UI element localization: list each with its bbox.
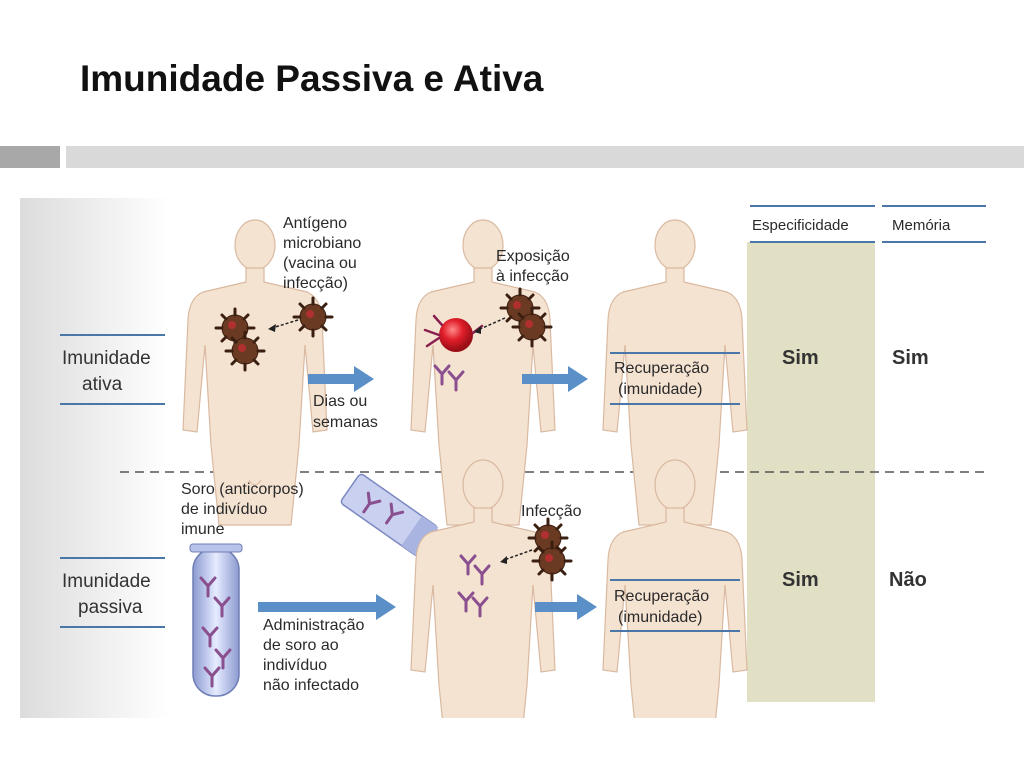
svg-text:de soro ao: de soro ao	[263, 637, 339, 654]
svg-text:Soro (anticorpos): Soro (anticorpos)	[181, 481, 304, 498]
active-specificity-value: Sim	[782, 347, 819, 369]
administration-label	[263, 617, 364, 694]
passive-memory-value: Não	[889, 569, 927, 591]
svg-text:indivíduo: indivíduo	[263, 657, 328, 674]
antigen-label	[283, 215, 361, 292]
svg-text:(vacina ou: (vacina ou	[283, 255, 357, 272]
passive-specificity-value: Sim	[782, 569, 819, 591]
left-label-band	[20, 198, 170, 718]
svg-text:imune: imune	[181, 521, 225, 538]
svg-text:microbiano: microbiano	[283, 235, 362, 252]
microbe-icon	[533, 542, 571, 580]
person-passive-1	[411, 460, 555, 718]
svg-text:Imunidade: Imunidade	[62, 348, 151, 369]
immunity-diagram	[20, 198, 1000, 718]
slide-title: Imunidade Passiva e Ativa	[80, 58, 544, 99]
svg-text:ativa: ativa	[82, 374, 123, 395]
svg-text:não infectado: não infectado	[263, 677, 360, 694]
infection-label: Infecção	[521, 503, 582, 520]
header-memory: Memória	[892, 217, 951, 234]
svg-text:Administração: Administração	[263, 617, 365, 634]
svg-text:(imunidade): (imunidade)	[618, 381, 703, 398]
svg-text:(imunidade): (imunidade)	[618, 609, 703, 626]
svg-text:Recuperação: Recuperação	[614, 360, 710, 377]
svg-text:à infecção: à infecção	[496, 268, 569, 285]
svg-text:semanas: semanas	[313, 414, 378, 431]
svg-text:infecção): infecção)	[283, 275, 348, 292]
title-bar	[66, 146, 1024, 168]
microbe-icon	[294, 298, 332, 336]
svg-text:Imunidade: Imunidade	[62, 571, 151, 592]
title-bar-accent	[0, 146, 60, 168]
red-cell-icon	[439, 318, 473, 352]
svg-text:de indivíduo: de indivíduo	[181, 501, 268, 518]
svg-text:Exposição: Exposição	[496, 248, 570, 265]
svg-text:Dias ou: Dias ou	[313, 393, 368, 410]
microbe-icon	[226, 332, 264, 370]
svg-text:Recuperação: Recuperação	[614, 588, 710, 605]
svg-text:Antígeno: Antígeno	[283, 215, 348, 232]
svg-text:passiva: passiva	[78, 597, 143, 618]
microbe-icon	[513, 308, 551, 346]
header-specificity: Especificidade	[752, 217, 849, 234]
test-tube-icon	[190, 544, 242, 696]
exposure-label	[496, 248, 570, 285]
active-memory-value: Sim	[892, 347, 929, 369]
